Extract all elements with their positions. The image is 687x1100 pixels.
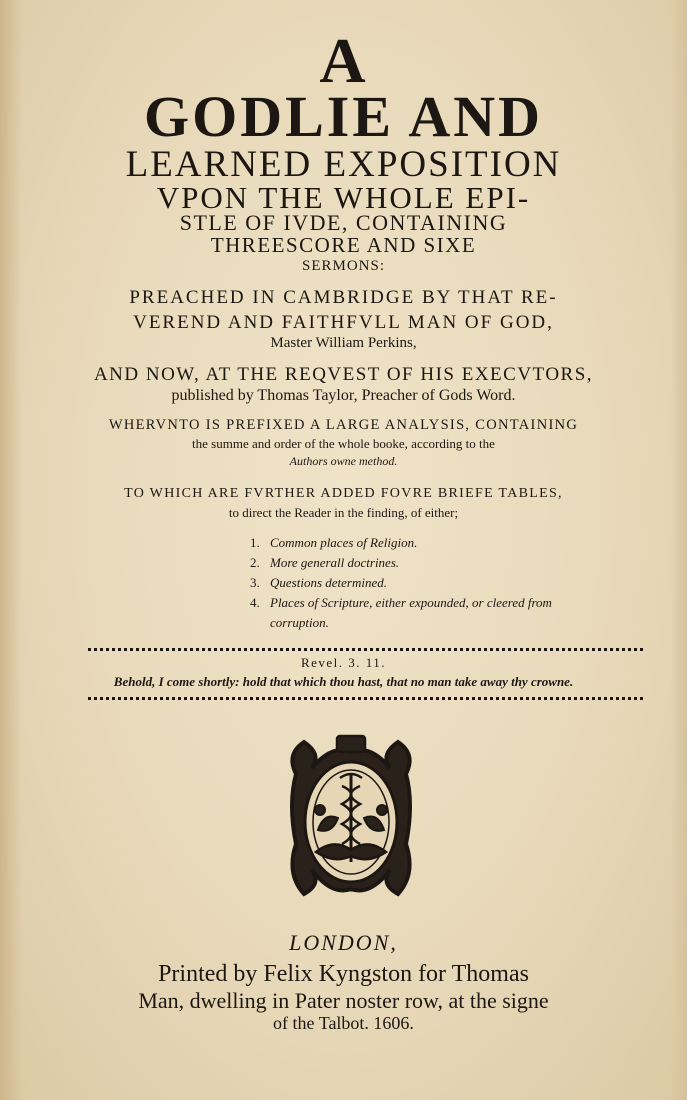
- printers-device-icon: [282, 734, 420, 904]
- title-line-4: VPON THE WHOLE EPI-: [156, 180, 531, 215]
- list-item: [250, 573, 650, 593]
- tables-line-2: to direct the Reader in the finding, of either;: [228, 505, 459, 520]
- list-item-text: Common places of Religion.: [270, 535, 418, 550]
- list-item-text: Questions determined.: [270, 575, 387, 590]
- executors-line-1: AND NOW, AT THE REQVEST OF HIS EXECVTORS,: [93, 364, 594, 385]
- title-line-5: STLE OF IVDE, CONTAINING: [179, 210, 508, 235]
- analysis-line-1: WHERVNTO IS PREFIXED A LARGE ANALYSIS, CONTAINING: [108, 417, 579, 433]
- preached-line-1: PREACHED IN CAMBRIDGE BY THAT RE-: [129, 287, 558, 308]
- list-item-number: 3.: [250, 575, 260, 590]
- author-name: Master William Perkins,: [270, 335, 417, 351]
- list-item-number: 4.: [250, 595, 260, 610]
- preached-line-2: VEREND AND FAITHFVLL MAN OF GOD,: [133, 312, 554, 333]
- title-line-2: GODLIE AND: [143, 84, 543, 149]
- list-item: [250, 533, 650, 553]
- imprint-address: Man, dwelling in Pater noster row, at the signe: [138, 988, 549, 1013]
- imprint-city: LONDON,: [289, 930, 398, 955]
- imprint-printer: Printed by Felix Kyngston for Thomas: [158, 961, 529, 987]
- tables-list: [250, 533, 650, 633]
- list-item-continuation: corruption.: [270, 615, 329, 630]
- list-item-text: More generall doctrines.: [270, 555, 400, 570]
- title-line-1: A: [319, 25, 368, 96]
- list-item-number: 1.: [250, 535, 260, 550]
- imprint-sign-date: of the Talbot. 1606.: [273, 1013, 414, 1033]
- executors-line-2: published by Thomas Taylor, Preacher of Gods Word.: [171, 387, 516, 404]
- title-line-7: SERMONS:: [301, 258, 386, 274]
- tables-line-1: TO WHICH ARE FVRTHER ADDED FOVRE BRIEFE TABLES,: [124, 486, 563, 501]
- title-line-6: THREESCORE AND SIXE: [210, 233, 477, 257]
- ornament-rule-bottom: [88, 697, 643, 700]
- list-item: [250, 593, 650, 613]
- scripture-motto: Behold, I come shortly: hold that which thou hast, that no man take away thy crowne.: [113, 674, 574, 689]
- list-item: [250, 553, 650, 573]
- scripture-reference: Revel. 3. 11.: [300, 655, 387, 670]
- title-line-3: LEARNED EXPOSITION: [125, 144, 562, 185]
- ornament-rule-top: [88, 648, 643, 651]
- list-item-text: Places of Scripture, either expounded, or cleered from: [270, 595, 552, 610]
- analysis-line-2: the summe and order of the whole booke, according to the: [192, 436, 495, 451]
- list-item-number: 2.: [250, 555, 260, 570]
- analysis-line-3: Authors owne method.: [289, 454, 398, 468]
